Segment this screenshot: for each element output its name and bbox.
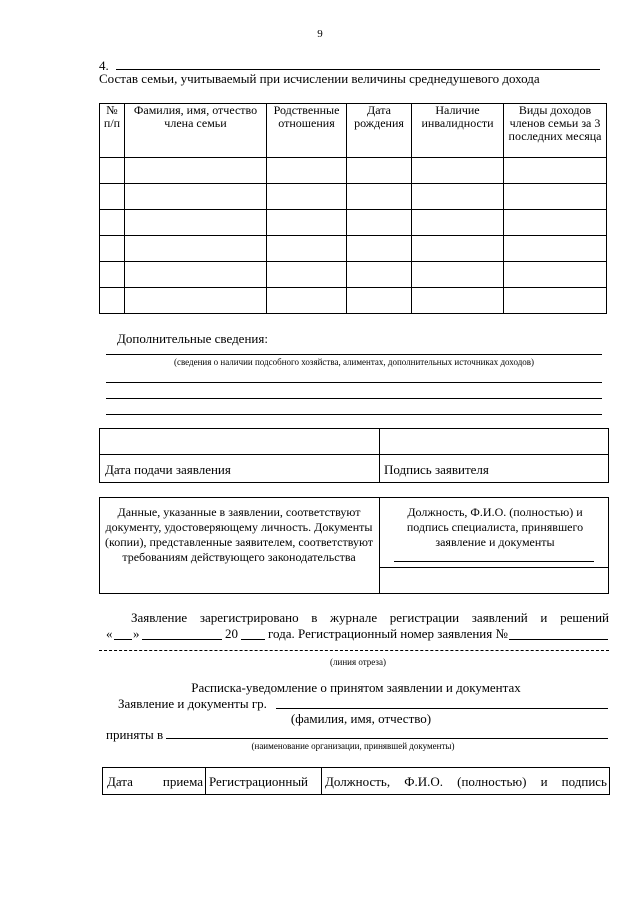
header-fio: Фамилия, имя, отчество члена семьи <box>125 104 267 158</box>
table-row <box>100 236 607 262</box>
registration-year-prefix: 20 <box>225 626 238 641</box>
table-cell[interactable] <box>504 184 607 210</box>
receipt-table <box>102 767 610 795</box>
verification-row-divider <box>379 567 608 568</box>
receipt-header-specialist: Должность, Ф.И.О. (полностью) и подпись <box>325 774 607 789</box>
table-row <box>100 288 607 314</box>
specialist-info-label: Должность, Ф.И.О. (полностью) и подпись специалиста, принявшего заявление и документы <box>406 505 584 549</box>
table-cell[interactable] <box>412 210 504 236</box>
table-cell[interactable] <box>125 262 267 288</box>
submission-row-divider <box>100 454 608 455</box>
registration-statement: Заявление зарегистрировано в журнале регистрации заявлений и решений <box>131 610 609 625</box>
table-cell[interactable] <box>100 184 125 210</box>
table-cell[interactable] <box>347 288 412 314</box>
table-cell[interactable] <box>100 236 125 262</box>
specialist-signature-line[interactable] <box>394 561 594 562</box>
table-cell[interactable] <box>125 184 267 210</box>
table-cell[interactable] <box>267 184 347 210</box>
table-cell[interactable] <box>125 210 267 236</box>
cut-line-label: (линия отреза) <box>330 657 386 667</box>
table-cell[interactable] <box>412 262 504 288</box>
table-row <box>100 184 607 210</box>
header-relation: Родственные отношения <box>267 104 347 158</box>
registration-year-field[interactable] <box>241 639 265 640</box>
table-cell[interactable] <box>412 236 504 262</box>
registration-month-field[interactable] <box>142 639 222 640</box>
receipt-org-field[interactable] <box>166 738 608 739</box>
submission-box <box>99 428 609 483</box>
registration-number-field[interactable] <box>509 639 608 640</box>
table-row <box>100 210 607 236</box>
table-cell[interactable] <box>100 158 125 184</box>
registration-day-field[interactable] <box>114 639 132 640</box>
table-row <box>100 262 607 288</box>
receipt-docs-from-label: Заявление и документы гр. <box>118 696 267 711</box>
family-table <box>99 103 607 314</box>
table-cell[interactable] <box>267 210 347 236</box>
header-number: № п/п <box>100 104 125 158</box>
table-cell[interactable] <box>125 288 267 314</box>
table-cell[interactable] <box>347 210 412 236</box>
section-number: 4. <box>99 58 109 73</box>
table-cell[interactable] <box>347 236 412 262</box>
verification-box <box>99 497 609 594</box>
table-cell[interactable] <box>100 210 125 236</box>
additional-info-caption: (сведения о наличии подсобного хозяйства, алиментах, дополнительных источниках доходов) <box>173 357 535 367</box>
receipt-header-date: Дата приема <box>107 774 203 789</box>
table-cell[interactable] <box>347 158 412 184</box>
page-number: 9 <box>317 28 323 40</box>
registration-quote-close: » <box>133 626 140 641</box>
table-cell[interactable] <box>412 184 504 210</box>
submission-date-field[interactable] <box>100 429 379 454</box>
receipt-fio-caption: (фамилия, имя, отчество) <box>290 711 432 726</box>
header-disability: Наличие инвалидности <box>412 104 504 158</box>
header-birthdate: Дата рождения <box>347 104 412 158</box>
table-cell[interactable] <box>504 158 607 184</box>
table-cell[interactable] <box>504 210 607 236</box>
additional-info-label: Дополнительные сведения: <box>117 331 268 346</box>
applicant-signature-field[interactable] <box>380 429 608 454</box>
additional-info-line-2[interactable] <box>106 382 602 383</box>
additional-info-line-4[interactable] <box>106 414 602 415</box>
submission-date-label: Дата подачи заявления <box>105 462 231 477</box>
additional-info-line-3[interactable] <box>106 398 602 399</box>
receipt-accepted-in-label: приняты в <box>106 727 164 742</box>
table-cell[interactable] <box>504 262 607 288</box>
table-cell[interactable] <box>267 236 347 262</box>
family-section-title: Состав семьи, учитываемый при исчислении величины среднедушевого дохода <box>99 71 540 86</box>
table-cell[interactable] <box>125 236 267 262</box>
table-cell[interactable] <box>504 236 607 262</box>
receipt-org-caption: (наименование организации, принявшей документы) <box>251 741 455 751</box>
verification-statement: Данные, указанные в заявлении, соответствуют документу, удостоверяющему личность. Документы (копии), представленные заявителем, соответствуют требованиям действующего законодательства <box>104 505 374 564</box>
receipt-title: Расписка-уведомление о принятом заявлении и документах <box>191 680 521 695</box>
receipt-fio-field[interactable] <box>276 708 608 709</box>
table-cell[interactable] <box>347 262 412 288</box>
receipt-table-divider-2 <box>321 768 322 794</box>
table-row <box>100 158 607 184</box>
table-cell[interactable] <box>347 184 412 210</box>
table-cell[interactable] <box>504 288 607 314</box>
applicant-signature-label: Подпись заявителя <box>384 462 489 477</box>
table-cell[interactable] <box>100 262 125 288</box>
header-income: Виды доходов членов семьи за 3 последних месяца <box>504 104 607 158</box>
registration-number-label: года. Регистрационный номер заявления № <box>268 626 508 641</box>
table-cell[interactable] <box>267 158 347 184</box>
table-cell[interactable] <box>412 158 504 184</box>
receipt-table-divider-1 <box>205 768 206 794</box>
table-cell[interactable] <box>412 288 504 314</box>
table-cell[interactable] <box>100 288 125 314</box>
section-number-line[interactable] <box>116 69 600 70</box>
table-cell[interactable] <box>267 288 347 314</box>
additional-info-line-1[interactable] <box>106 354 602 355</box>
table-cell[interactable] <box>267 262 347 288</box>
cut-line <box>99 650 609 651</box>
table-cell[interactable] <box>125 158 267 184</box>
verification-divider <box>379 498 380 593</box>
registration-quote-open: « <box>106 626 113 641</box>
receipt-header-registration: Регистрационный <box>209 774 309 789</box>
